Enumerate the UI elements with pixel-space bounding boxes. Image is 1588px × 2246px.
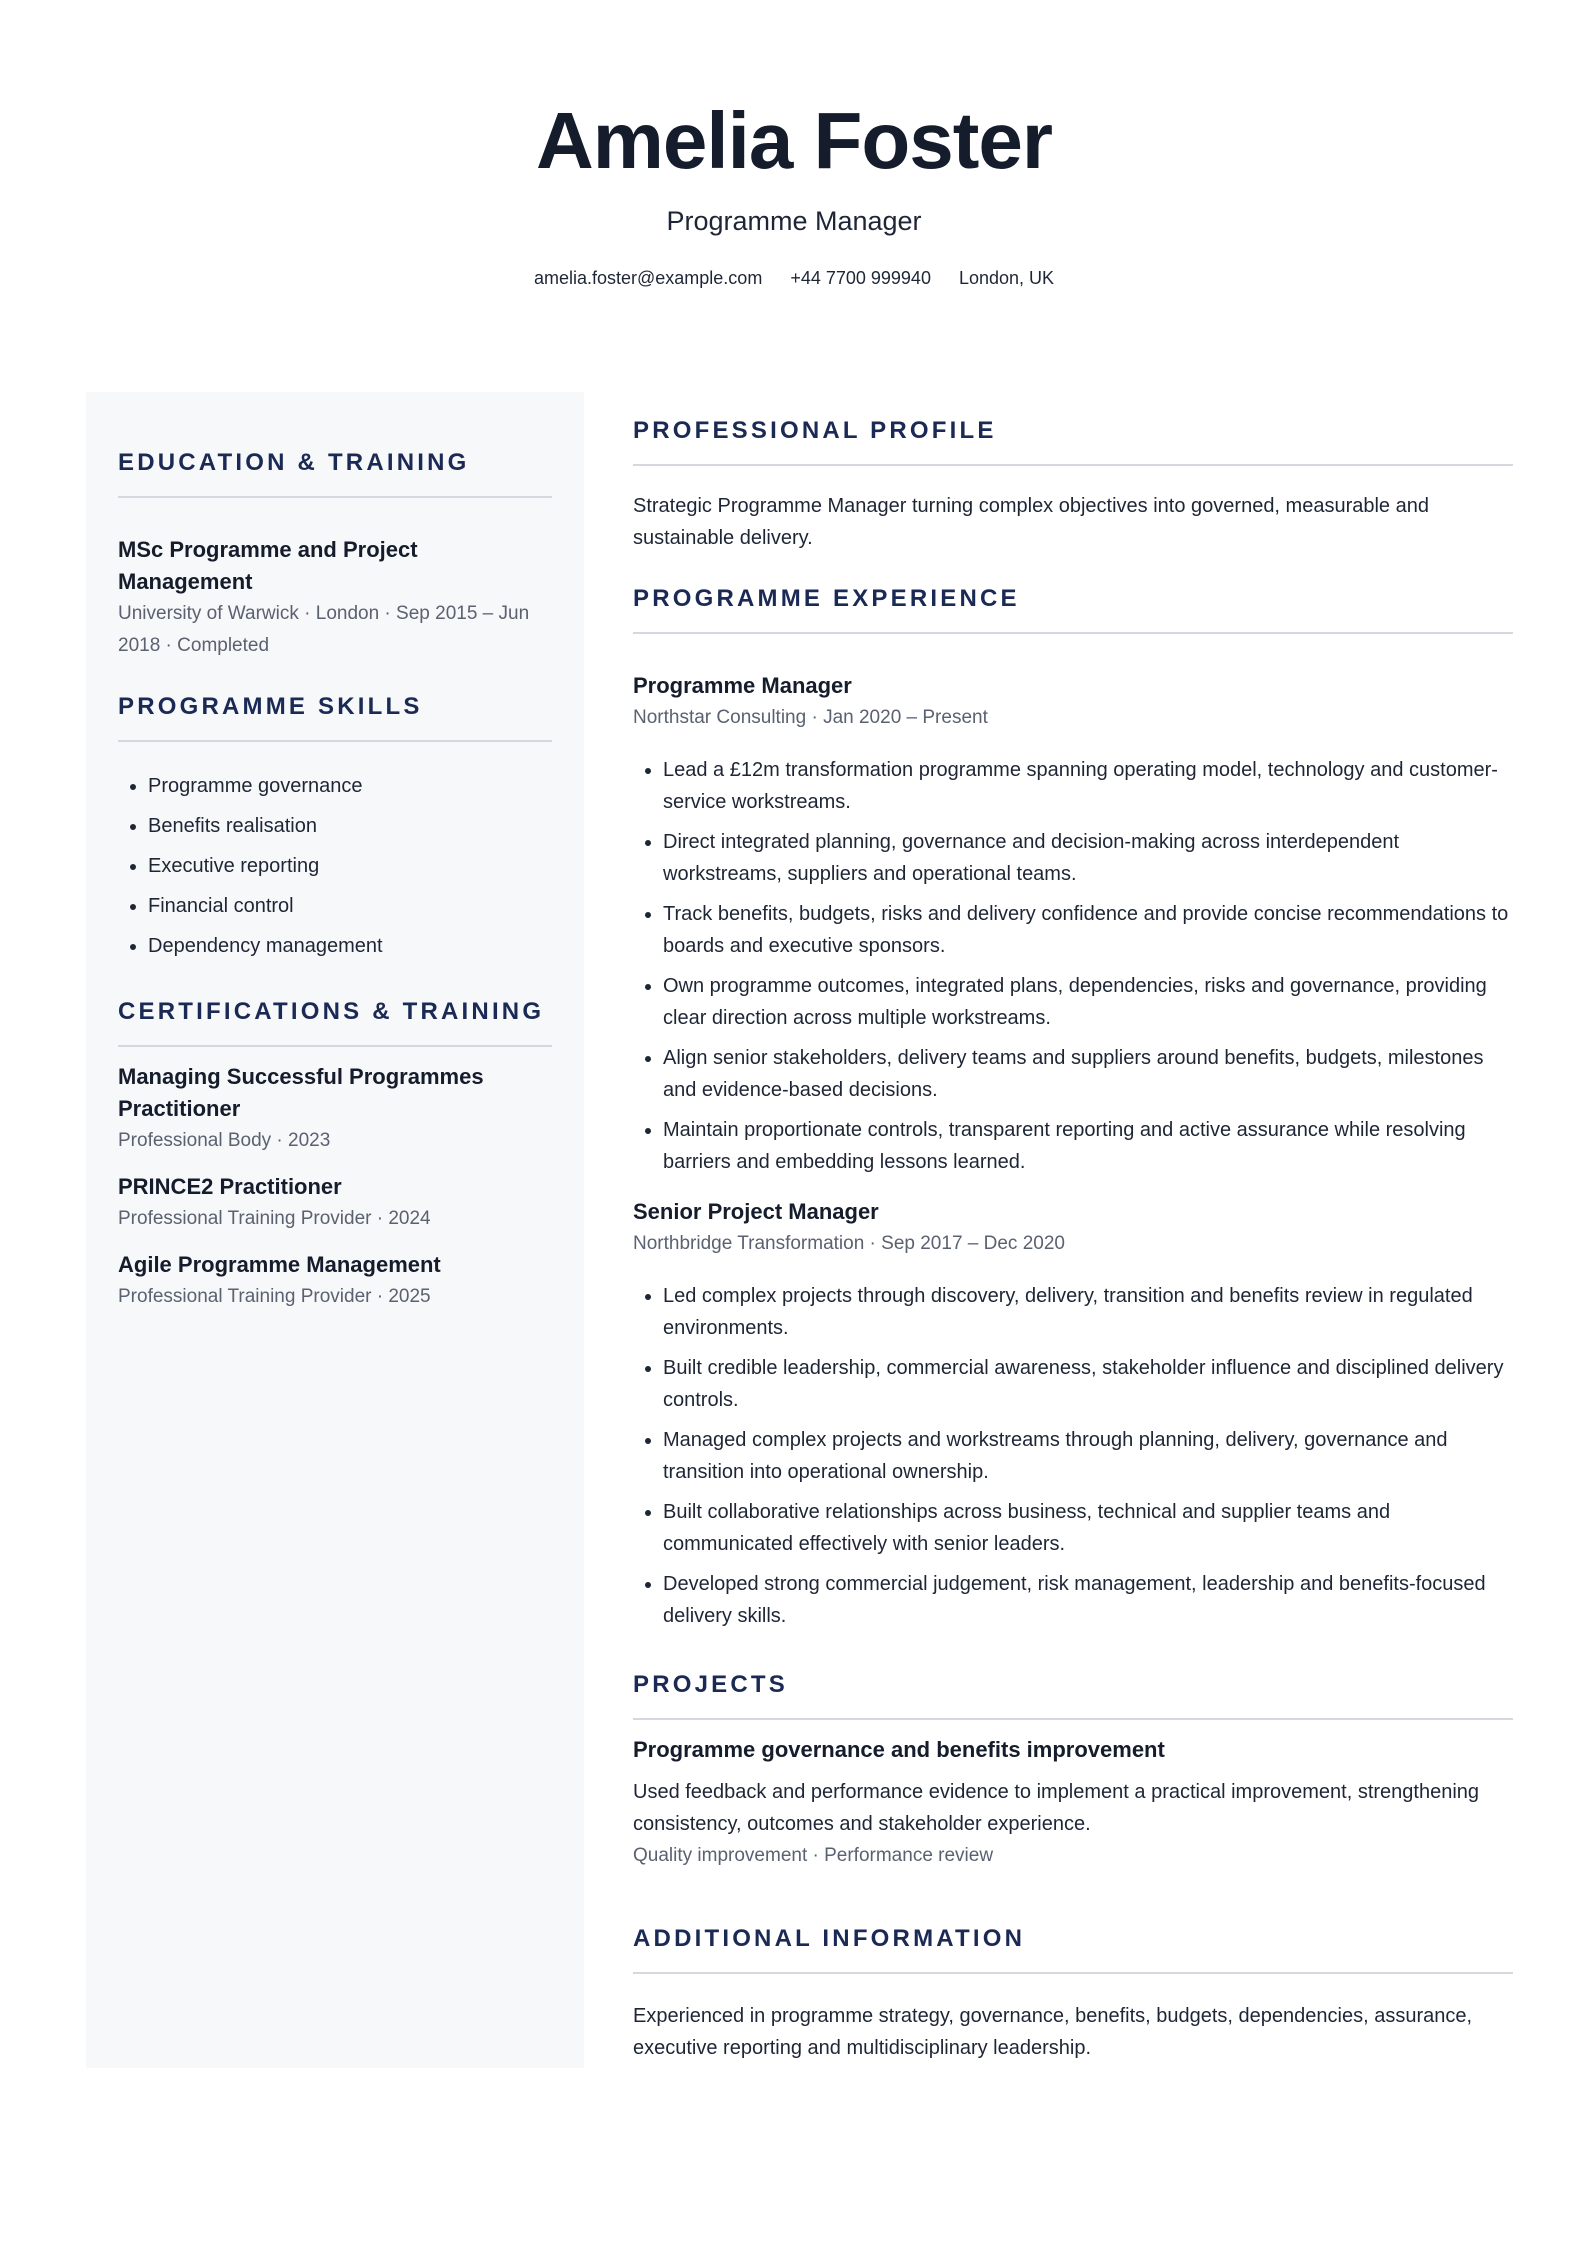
- certification-details: Professional Training Provider · 2024: [118, 1208, 431, 1229]
- section-title-experience: PROGRAMME EXPERIENCE: [633, 584, 1513, 634]
- resume-header: [0, 96, 1588, 290]
- job-bullet: • Led complex projects through discovery, delivery, transition and benefits review in regulated environments.: [663, 1280, 1513, 1344]
- candidate-name: Amelia Foster: [535, 96, 1053, 185]
- job-details: Northbridge Transformation · Sep 2017 – Dec 2020: [633, 1233, 1065, 1254]
- certification-details: Professional Training Provider · 2025: [118, 1286, 431, 1307]
- candidate-headline: Programme Manager: [666, 206, 922, 236]
- profile-section: [633, 416, 1513, 554]
- education-degree: MSc Programme and Project Management: [118, 537, 418, 594]
- contact-line: [0, 266, 1588, 290]
- contact-phone[interactable]: +44 7700 999940: [790, 268, 931, 288]
- project-name: Programme governance and benefits improvement: [633, 1737, 1165, 1762]
- section-title-education: EDUCATION & TRAINING: [118, 448, 552, 498]
- profile-text: Strategic Programme Manager turning complex objectives into governed, measurable and sustainable delivery.: [633, 495, 1429, 549]
- experience-section: [633, 584, 1513, 1640]
- skill-item: • Benefits realisation: [148, 810, 552, 842]
- job-bullets: [633, 1280, 1513, 1632]
- skill-item: • Programme governance: [148, 770, 552, 802]
- job-bullet: • Maintain proportionate controls, transparent reporting and active assurance while resolving barriers and embedding lessons learned.: [663, 1114, 1513, 1178]
- certification-item: [118, 1249, 552, 1313]
- job-entry: [633, 1196, 1513, 1632]
- skill-item: • Financial control: [148, 890, 552, 922]
- job-bullets: [633, 754, 1513, 1178]
- skills-list: [118, 770, 552, 962]
- skill-item: • Dependency management: [148, 930, 552, 962]
- job-role: Programme Manager: [633, 673, 852, 698]
- job-bullet: • Managed complex projects and workstreams through planning, delivery, governance and transition into operational ownership.: [663, 1424, 1513, 1488]
- certification-name: Managing Successful Programmes Practitioner: [118, 1064, 484, 1121]
- job-bullet: • Developed strong commercial judgement, risk management, leadership and benefits-focused delivery skills.: [663, 1568, 1513, 1632]
- job-bullet: • Built credible leadership, commercial awareness, stakeholder influence and disciplined delivery controls.: [663, 1352, 1513, 1416]
- contact-location: London, UK: [958, 268, 1055, 288]
- section-title-skills: PROGRAMME SKILLS: [118, 692, 552, 742]
- job-bullet: • Direct integrated planning, governance and decision-making across interdependent workstreams, suppliers and operational teams.: [663, 826, 1513, 890]
- project-tags: Quality improvement · Performance review: [633, 1845, 994, 1866]
- job-entry: [633, 670, 1513, 1178]
- certifications-section: [118, 997, 552, 1313]
- contact-email[interactable]: amelia.foster@example.com: [533, 268, 763, 288]
- projects-section: [633, 1670, 1513, 1872]
- additional-text: Experienced in programme strategy, governance, benefits, budgets, dependencies, assurance, executive reporting and multidisciplinary leadership.: [633, 2005, 1473, 2059]
- skills-section: [118, 692, 552, 970]
- job-bullet: • Own programme outcomes, integrated plans, dependencies, risks and governance, providing clear direction across multiple workstreams.: [663, 970, 1513, 1034]
- certification-item: [118, 1171, 552, 1235]
- section-title-profile: PROFESSIONAL PROFILE: [633, 416, 1513, 466]
- certification-details: Professional Body · 2023: [118, 1130, 331, 1151]
- certification-name: PRINCE2 Practitioner: [118, 1174, 342, 1199]
- job-role: Senior Project Manager: [633, 1199, 879, 1224]
- project-text: Used feedback and performance evidence to implement a practical improvement, strengthening consistency, outcomes and stakeholder experience.: [633, 1781, 1480, 1835]
- education-details: University of Warwick · London · Sep 2015 – Jun 2018 · Completed: [118, 603, 530, 656]
- education-section: [118, 448, 552, 662]
- certification-item: [118, 1061, 552, 1157]
- job-bullet: • Built collaborative relationships across business, technical and supplier teams and communicated effectively with senior leaders.: [663, 1496, 1513, 1560]
- additional-section: [633, 1924, 1513, 2064]
- section-title-certifications: CERTIFICATIONS & TRAINING: [118, 997, 552, 1047]
- job-details: Northstar Consulting · Jan 2020 – Present: [633, 707, 988, 728]
- job-bullet: • Align senior stakeholders, delivery teams and suppliers around benefits, budgets, milestones and evidence-based decisions.: [663, 1042, 1513, 1106]
- sidebar: [86, 392, 584, 2068]
- job-bullet: • Lead a £12m transformation programme spanning operating model, technology and customer-service workstreams.: [663, 754, 1513, 818]
- section-title-additional: ADDITIONAL INFORMATION: [633, 1924, 1513, 1974]
- skill-item: • Executive reporting: [148, 850, 552, 882]
- certification-name: Agile Programme Management: [118, 1252, 441, 1277]
- section-title-projects: PROJECTS: [633, 1670, 1513, 1720]
- job-bullet: • Track benefits, budgets, risks and delivery confidence and provide concise recommendations to boards and executive sponsors.: [663, 898, 1513, 962]
